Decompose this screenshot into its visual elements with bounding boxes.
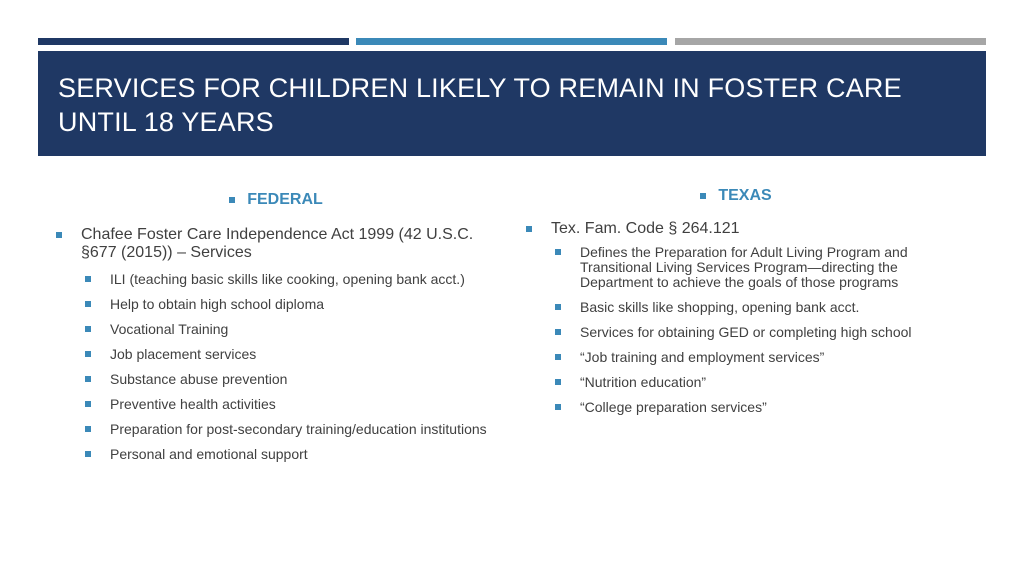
federal-service-item (56, 447, 496, 462)
federal-service-item (56, 322, 496, 337)
texas-service-item (526, 300, 946, 315)
texas-service-text: “Nutrition education” (580, 374, 707, 390)
square-bullet-icon (85, 376, 91, 382)
square-bullet-icon (555, 379, 561, 385)
federal-heading-text: FEDERAL (247, 191, 323, 208)
square-bullet-icon (229, 197, 235, 203)
square-bullet-icon (555, 354, 561, 360)
texas-main-text: Tex. Fam. Code § 264.121 (551, 220, 740, 237)
texas-service-item (526, 400, 946, 415)
federal-service-item (56, 372, 496, 387)
texas-service-item (526, 325, 946, 340)
texas-service-item (526, 375, 946, 390)
federal-service-item (56, 347, 496, 362)
federal-heading (56, 190, 496, 210)
slide-title: SERVICES FOR CHILDREN LIKELY TO REMAIN IN FOSTER CARE UNTIL 18 YEARS (58, 73, 902, 137)
texas-heading (526, 186, 946, 206)
accent-bar-blue (356, 38, 667, 45)
federal-service-item (56, 297, 496, 312)
federal-service-text: Preparation for post-secondary training/education institutions (110, 421, 487, 437)
federal-service-text: Personal and emotional support (110, 446, 308, 462)
accent-bar-gray (675, 38, 986, 45)
federal-service-text: Help to obtain high school diploma (110, 296, 325, 312)
texas-service-text: Basic skills like shopping, opening bank acct. (580, 299, 860, 315)
federal-main-item (56, 226, 496, 262)
texas-service-item (526, 350, 946, 365)
square-bullet-icon (555, 329, 561, 335)
texas-column (526, 187, 946, 415)
federal-service-text: ILI (teaching basic skills like cooking, opening bank acct.) (110, 271, 465, 287)
texas-service-text: Services for obtaining GED or completing high school (580, 324, 912, 340)
square-bullet-icon (555, 404, 561, 410)
federal-service-item (56, 422, 496, 437)
federal-column (56, 190, 496, 462)
square-bullet-icon (85, 401, 91, 407)
square-bullet-icon (85, 301, 91, 307)
federal-service-text: Job placement services (110, 346, 257, 362)
federal-service-text: Vocational Training (110, 321, 229, 337)
federal-service-item (56, 397, 496, 412)
square-bullet-icon (700, 193, 706, 199)
federal-service-text: Preventive health activities (110, 396, 276, 412)
texas-service-item (526, 245, 946, 290)
square-bullet-icon (85, 276, 91, 282)
federal-main-text: Chafee Foster Care Independence Act 1999 (42 U.S.C. §677 (2015)) – Services (81, 226, 474, 261)
square-bullet-icon (56, 232, 62, 238)
accent-bar-navy (38, 38, 349, 45)
square-bullet-icon (555, 249, 561, 255)
federal-service-item (56, 272, 496, 287)
texas-service-text: “Job training and employment services” (580, 349, 825, 365)
texas-service-text: “College preparation services” (580, 399, 767, 415)
title-banner (38, 51, 986, 156)
texas-service-text: Defines the Preparation for Adult Living Program and Transitional Living Services Program—directing the Department to achieve the goals of those programs (580, 244, 908, 290)
texas-main-item (526, 220, 946, 238)
square-bullet-icon (555, 304, 561, 310)
federal-service-text: Substance abuse prevention (110, 371, 288, 387)
square-bullet-icon (526, 226, 532, 232)
square-bullet-icon (85, 451, 91, 457)
texas-heading-text: TEXAS (718, 187, 772, 204)
square-bullet-icon (85, 426, 91, 432)
square-bullet-icon (85, 351, 91, 357)
square-bullet-icon (85, 326, 91, 332)
